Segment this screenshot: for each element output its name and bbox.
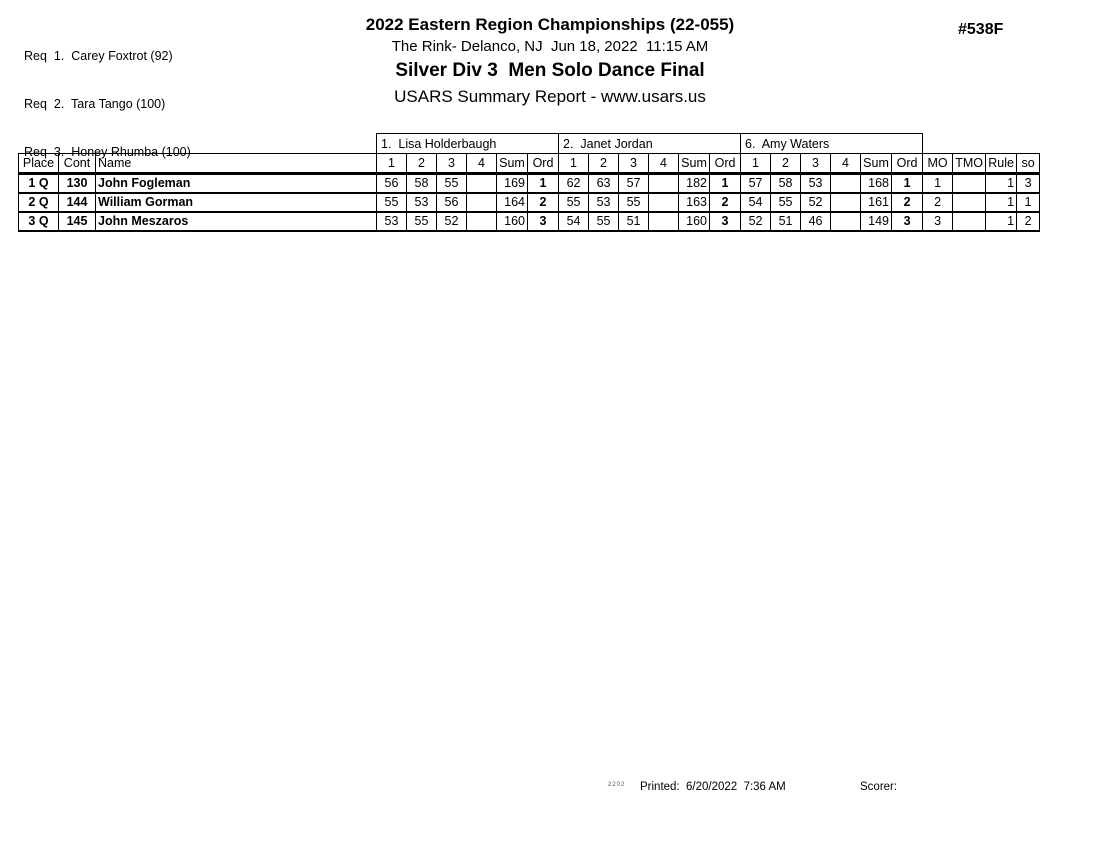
score-cell: 52 (741, 212, 771, 231)
skate-order-cell: 1 (1017, 193, 1040, 212)
ordinal-cell: 3 (892, 212, 923, 231)
score-cell (649, 193, 679, 212)
col-header-score-4: 4 (649, 154, 679, 174)
required-dance-1: Req 1. Carey Foxtrot (92) (24, 49, 173, 63)
col-header-score-3: 3 (801, 154, 831, 174)
score-cell: 46 (801, 212, 831, 231)
score-cell: 52 (801, 193, 831, 212)
score-cell: 53 (801, 174, 831, 193)
judge-1-name: 1. Lisa Holderbaugh (377, 134, 559, 154)
score-cell: 55 (407, 212, 437, 231)
col-header-place: Place (19, 154, 59, 174)
score-cell: 51 (771, 212, 801, 231)
sum-cell: 168 (861, 174, 892, 193)
score-cell (831, 193, 861, 212)
score-cell: 56 (437, 193, 467, 212)
results-table (18, 133, 1040, 232)
col-header-score-2: 2 (589, 154, 619, 174)
col-header-sum: Sum (679, 154, 710, 174)
score-cell (467, 193, 497, 212)
ordinal-cell: 3 (710, 212, 741, 231)
sum-cell: 161 (861, 193, 892, 212)
score-cell: 55 (559, 193, 589, 212)
col-header-ord: Ord (892, 154, 923, 174)
ordinal-cell: 1 (528, 174, 559, 193)
contestant-number-cell: 144 (59, 193, 96, 212)
score-cell: 53 (407, 193, 437, 212)
judge-header-row (19, 134, 1040, 154)
score-cell: 57 (741, 174, 771, 193)
report-type-line: USARS Summary Report - www.usars.us (394, 87, 706, 106)
score-cell: 57 (619, 174, 649, 193)
scorer-label: Scorer: (860, 781, 898, 793)
score-cell: 56 (377, 174, 407, 193)
judge-row-spacer-left (19, 134, 377, 154)
col-header-rule: Rule (986, 154, 1017, 174)
division-title: Silver Div 3 Men Solo Dance Final (395, 60, 705, 81)
sum-cell: 149 (861, 212, 892, 231)
majority-ordinal-cell: 1 (923, 174, 953, 193)
total-majority-ordinal-cell (953, 193, 986, 212)
result-row-1 (19, 174, 1040, 193)
score-cell: 55 (377, 193, 407, 212)
printed-timestamp: Printed: 6/20/2022 7:36 AM (640, 781, 786, 793)
required-dance-2: Req 2. Tara Tango (100) (24, 97, 166, 111)
skater-name-cell: William Gorman (96, 193, 377, 212)
contestant-number-cell: 130 (59, 174, 96, 193)
col-header-ord: Ord (528, 154, 559, 174)
col-header-name: Name (96, 154, 377, 174)
majority-ordinal-cell: 2 (923, 193, 953, 212)
ordinal-cell: 1 (710, 174, 741, 193)
score-cell: 55 (589, 212, 619, 231)
col-header-score-3: 3 (619, 154, 649, 174)
score-cell: 54 (559, 212, 589, 231)
place-cell: 3 Q (19, 212, 59, 231)
score-cell (649, 212, 679, 231)
score-cell (831, 174, 861, 193)
venue-date-line: The Rink- Delanco, NJ Jun 18, 2022 11:15 AM (391, 38, 709, 55)
place-cell: 1 Q (19, 174, 59, 193)
report-header (150, 14, 950, 108)
col-header-score-1: 1 (377, 154, 407, 174)
score-cell: 58 (771, 174, 801, 193)
majority-ordinal-cell: 3 (923, 212, 953, 231)
score-cell: 58 (407, 174, 437, 193)
column-header-row (19, 154, 1040, 174)
skate-order-cell: 2 (1017, 212, 1040, 231)
event-title: 2022 Eastern Region Championships (22-055) (365, 15, 735, 34)
version-mark: 2202 (608, 782, 626, 788)
skate-order-cell: 3 (1017, 174, 1040, 193)
event-number: #538F (958, 21, 1004, 38)
score-cell: 53 (377, 212, 407, 231)
result-row-2 (19, 193, 1040, 212)
col-header-score-4: 4 (831, 154, 861, 174)
score-cell: 62 (559, 174, 589, 193)
score-cell: 55 (437, 174, 467, 193)
col-header-score-4: 4 (467, 154, 497, 174)
col-header-sum: Sum (497, 154, 528, 174)
sum-cell: 169 (497, 174, 528, 193)
required-dance-3: Req 3. Honey Rhumba (100) (24, 145, 191, 159)
score-cell (831, 212, 861, 231)
total-majority-ordinal-cell (953, 174, 986, 193)
total-majority-ordinal-cell (953, 212, 986, 231)
sum-cell: 164 (497, 193, 528, 212)
place-cell: 2 Q (19, 193, 59, 212)
col-header-score-1: 1 (741, 154, 771, 174)
judge-3-name: 6. Amy Waters (741, 134, 923, 154)
sum-cell: 163 (679, 193, 710, 212)
ordinal-cell: 1 (892, 174, 923, 193)
ordinal-cell: 2 (528, 193, 559, 212)
ordinal-cell: 3 (528, 212, 559, 231)
col-header-score-3: 3 (437, 154, 467, 174)
score-cell (467, 212, 497, 231)
skater-name-cell: John Fogleman (96, 174, 377, 193)
col-header-mo: MO (923, 154, 953, 174)
sum-cell: 160 (679, 212, 710, 231)
col-header-ord: Ord (710, 154, 741, 174)
col-header-score-1: 1 (559, 154, 589, 174)
score-cell: 63 (589, 174, 619, 193)
col-header-so: so (1017, 154, 1040, 174)
col-header-cont: Cont (59, 154, 96, 174)
col-header-tmo: TMO (953, 154, 986, 174)
ordinal-cell: 2 (710, 193, 741, 212)
score-cell: 51 (619, 212, 649, 231)
result-row-3 (19, 212, 1040, 231)
rule-cell: 1 (986, 174, 1017, 193)
sum-cell: 182 (679, 174, 710, 193)
score-cell: 55 (771, 193, 801, 212)
rule-cell: 1 (986, 193, 1017, 212)
score-cell: 52 (437, 212, 467, 231)
judge-2-name: 2. Janet Jordan (559, 134, 741, 154)
contestant-number-cell: 145 (59, 212, 96, 231)
sum-cell: 160 (497, 212, 528, 231)
score-cell: 54 (741, 193, 771, 212)
score-cell: 55 (619, 193, 649, 212)
score-cell (467, 174, 497, 193)
score-cell: 53 (589, 193, 619, 212)
skater-name-cell: John Meszaros (96, 212, 377, 231)
judge-row-spacer-right (923, 134, 1040, 154)
ordinal-cell: 2 (892, 193, 923, 212)
col-header-score-2: 2 (407, 154, 437, 174)
col-header-sum: Sum (861, 154, 892, 174)
score-cell (649, 174, 679, 193)
rule-cell: 1 (986, 212, 1017, 231)
col-header-score-2: 2 (771, 154, 801, 174)
